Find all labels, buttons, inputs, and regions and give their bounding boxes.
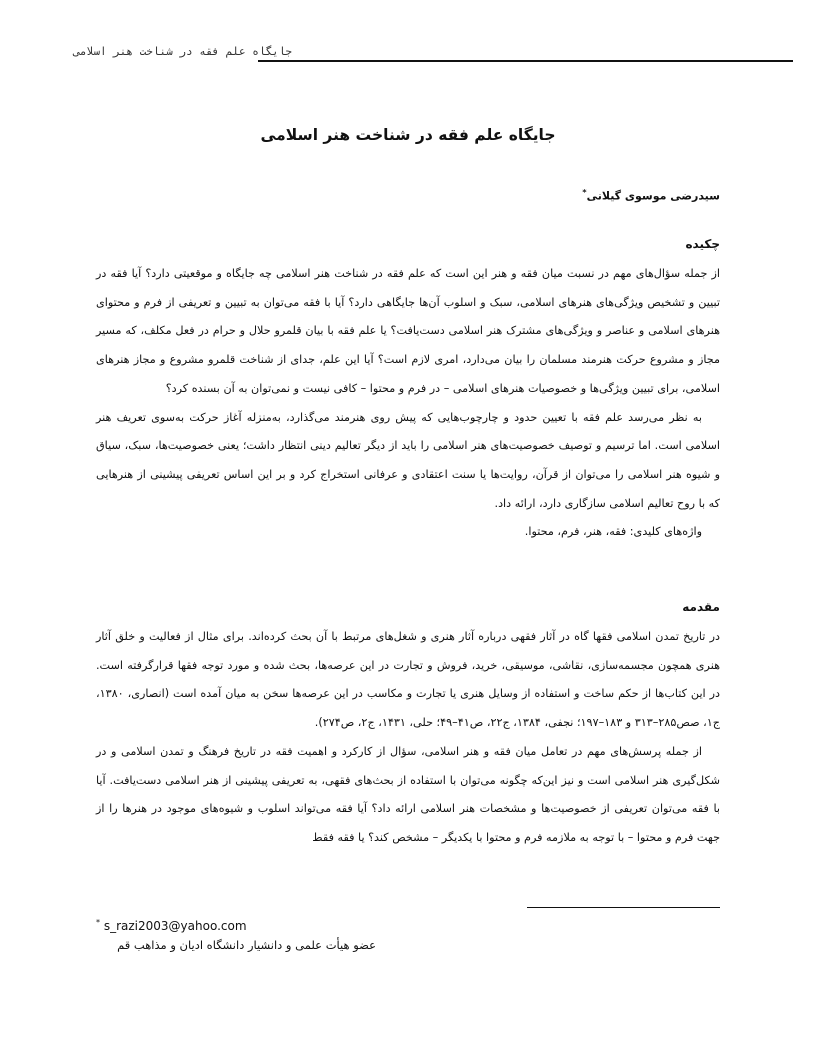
abstract-paragraph-2: به نظر می‌رسد علم فقه با تعیین حدود و چارچوب‌هایی که پیش روی هنرمند می‌گذارد، به‌منزله آغاز حرکت به‌سوی تعریف هنر اسلامی است. اما ترسیم و توصیف خصوصیت‌های هنر اسلامی را باید از دیگر تعالیم دینی انتظار داشت؛ یعنی خصوصیت‌ها، سبک، سیاق و شیوه هنر اسلامی را می‌توان از قرآن، روایت‌ها یا سنت اعتقادی و عرفانی استخراج کرد و بر این اساس تعریفی پیشینی از هنرهایی که با روح تعالیم اسلامی سازگاری دارد، ارائه داد. <box>96 410 720 510</box>
abstract-heading: چکیده <box>685 237 720 251</box>
footnote-rule <box>527 907 720 908</box>
author-footnote-mark: * <box>582 188 587 197</box>
footnote-mark: * <box>96 918 100 927</box>
author-line <box>582 188 720 203</box>
paper-title: جایگاه علم فقه در شناخت هنر اسلامی <box>260 126 556 144</box>
introduction-paragraph-1: در تاریخ تمدن اسلامی فقها گاه در آثار فقهی درباره آثار هنری و شغل‌های مرتبط با آن بحث کرده‌اند. برای مثال از فعالیت و خلق آثار هنری همچون مجسمه‌سازی، نقاشی، موسیقی، خرید، فروش و تجارت در این عرصه‌ها، بحث شده و مورد توجه فقها قرارگرفته است. در این کتاب‌ها از حکم ساخت و استفاده از وسایل هنری یا تجارت و مکاسب در این عرصه‌ها سخن به میان آمده است (انصاری، ۱۳۸۰، ج۱، صص۲۸۵–۳۱۳ و ۱۸۳–۱۹۷؛ نجفی، ۱۳۸۴، ج۲۲، ص۴۱–۴۹؛ حلی، ۱۴۳۱، ج۲، ص۲۷۴). <box>96 630 720 730</box>
running-head: جایگاه علم فقه در شناخت هنر اسلامی <box>73 45 292 58</box>
author-affiliation: عضو هیأت علمی و دانشیار دانشگاه ادیان و مذاهب قم <box>117 938 376 952</box>
header-rule <box>258 60 793 62</box>
abstract-paragraph-1: از جمله سؤال‌های مهم در نسبت میان فقه و هنر این است که علم فقه در شناخت هنر اسلامی چه جایگاه و موقعیتی دارد؟ آیا فقه در تبیین و تشخیص ویژگی‌های هنرهای اسلامی، سبک و اسلوب آن‌ها جایگاهی دارد؟ آیا با فقه می‌توان به تبیین و تعریفی از فرم و محتوای هنرهای اسلامی و عناصر و ویژگی‌های مشترک هنر اسلامی دست‌یافت؟ یا علم فقه با بیان قلمرو حلال و حرام در فعل مکلف، که مسیر مجاز و مشروع حرکت هنرمند مسلمان را بیان می‌دارد، امری لازم است؟ آیا این علم، جدای از شناخت قلمرو مشروع و مجاز هنرهای اسلامی، برای تبیین ویژگی‌ها و خصوصیات هنرهای اسلامی – در فرم و محتوا – کافی نیست و نمی‌توان به آن بسنده کرد؟ <box>96 267 720 395</box>
keywords: واژه‌های کلیدی: فقه، هنر، فرم، محتوا. <box>524 525 702 539</box>
introduction-heading: مقدمه <box>682 600 720 614</box>
footnote-email-line <box>96 918 247 933</box>
introduction-paragraph-2: از جمله پرسش‌های مهم در تعامل میان فقه و هنر اسلامی، سؤال از کارکرد و اهمیت فقه در تاریخ فرهنگ و تمدن اسلامی و در شکل‌گیری هنر اسلامی است و نیز این‌که چگونه می‌توان با استفاده از بحث‌های فقهی، به تعریفی پیشینی از هنر اسلامی دست‌یافت. آیا با فقه می‌توان تعریفی از خصوصیت‌ها و مشخصات هنر اسلامی ارائه داد؟ آیا فقه می‌تواند اسلوب و شیوه‌های موجود در هنرها را از جهت فرم و محتوا – با توجه به ملازمه فرم و محتوا با یکدیگر – مشخص کند؟ یا فقه فقط <box>96 744 720 844</box>
introduction-body <box>96 623 720 853</box>
author-name: سیدرضی موسوی گیلانی <box>586 189 720 203</box>
author-email: s_razi2003@yahoo.com <box>103 919 247 933</box>
abstract-body <box>96 260 720 547</box>
